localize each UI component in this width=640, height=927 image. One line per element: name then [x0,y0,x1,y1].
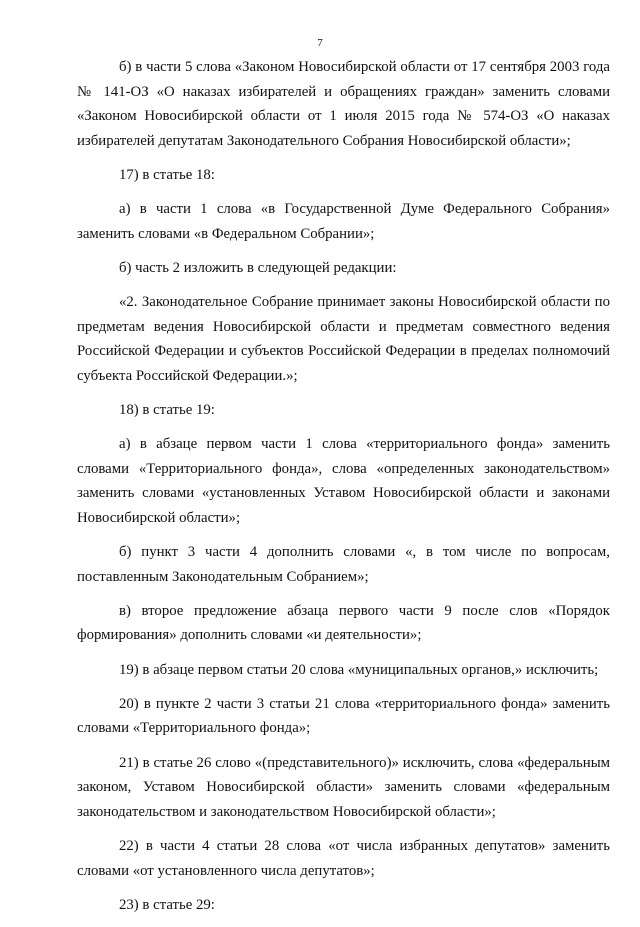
paragraph-quoted-text: «2. Законодательное Собрание принимает законы Новосибирской области по предметам ведения Новосибирской области и предметам совместного ведения Российской Федерации и субъектов Российской Федерации в пределах полномочий субъекта Российской Федерации.»; [77,294,610,384]
paragraph-item-17: 17) в статье 18: [119,166,215,183]
document-body [77,55,610,927]
page-number: 7 [317,37,323,49]
paragraph-item-17-a: а) в части 1 слова «в Государственной Думе Федерального Собрания» заменить словами «в Федеральном Собрании»; [77,201,610,242]
paragraph-item-23: 23) в статье 29: [119,896,215,913]
paragraph-item-18-b: б) пункт 3 части 4 дополнить словами «, в том числе по вопросам, поставленным Законодательным Собранием»; [77,544,610,585]
paragraph-item-21: 21) в статье 26 слово «(представительного)» исключить, слова «федеральным законом, Уставом Новосибирской области» заменить словами «федеральным законодательством и законодательством Новосибирской области»; [77,754,610,820]
paragraph-item-18-c: в) второе предложение абзаца первого части 9 после слов «Порядок формирования» дополнить словами «и деятельности»; [77,602,610,644]
paragraph-item-20: 20) в пункте 2 части 3 статьи 21 слова «территориального фонда» заменить словами «Территориального фонда»; [77,695,610,737]
paragraph-item-18-a: а) в абзаце первом части 1 слова «территориального фонда» заменить словами «Территориального фонда», слова «определенных законодательством» заменить словами «установленных Уставом Новосибирской области и законами Новосибирской области»; [77,436,610,526]
paragraph-item-22: 22) в части 4 статьи 28 слова «от числа избранных депутатов» заменить словами «от установленного числа депутатов»; [77,838,610,879]
paragraph-item-19: 19) в абзаце первом статьи 20 слова «муниципальных органов,» исключить; [119,661,599,678]
paragraph-item-5-b: б) в части 5 слова «Законом Новосибирской области от 17 сентября 2003 года № 141-ОЗ «О наказах избирателей и обращениях граждан» заменить словами «Законом Новосибирской области от 1 июля 2015 года № 574-ОЗ «О наказах избирателей депутатам Законодательного Собрания Новосибирской области»; [77,59,610,149]
paragraph-item-18: 18) в статье 19: [119,401,215,418]
paragraph-item-17-b: б) часть 2 изложить в следующей редакции: [119,259,397,276]
